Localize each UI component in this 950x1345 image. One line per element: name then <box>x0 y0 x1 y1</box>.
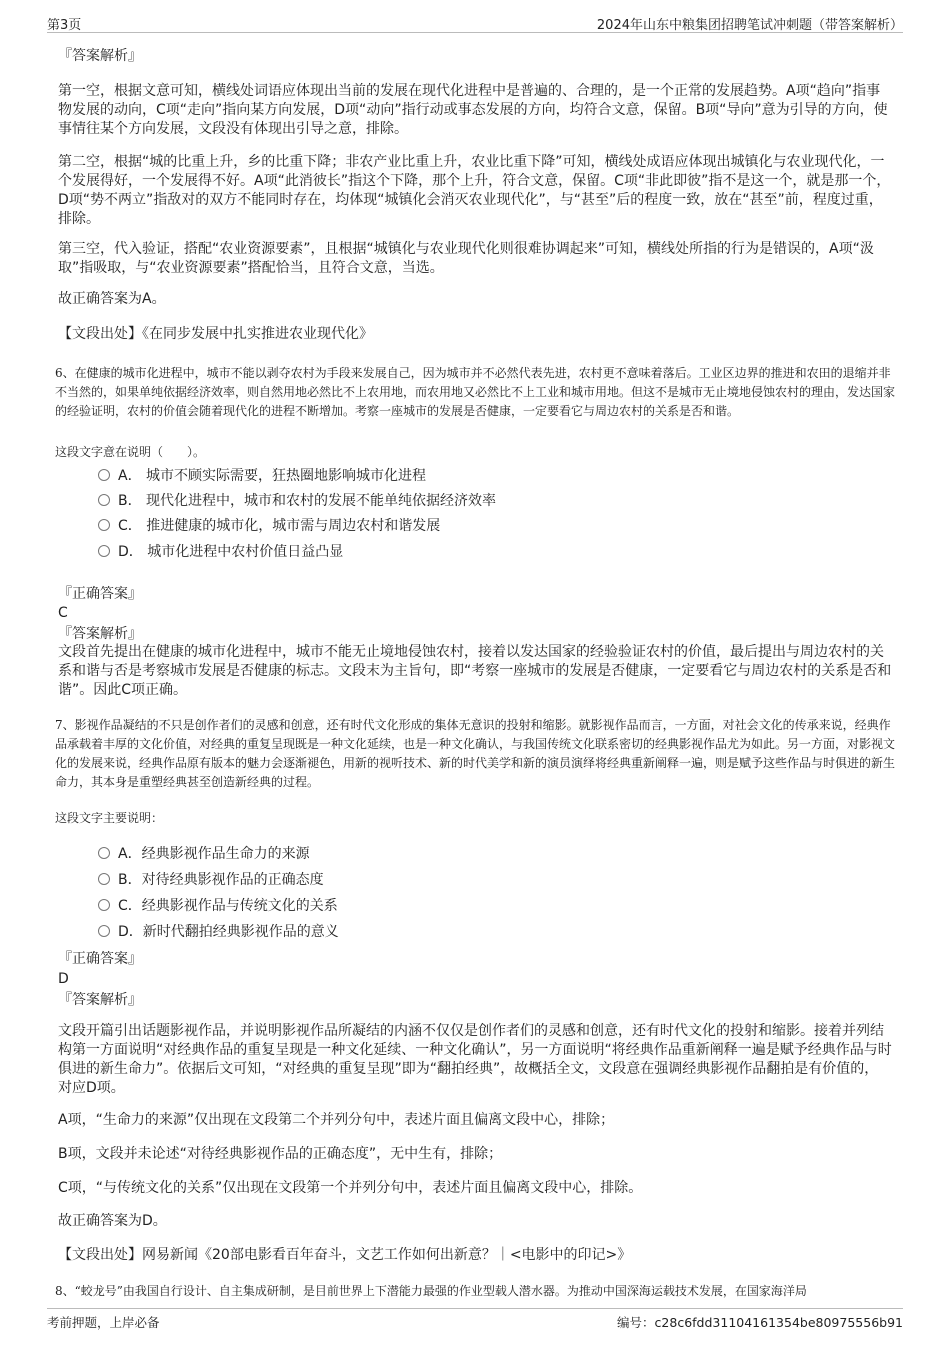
q5-analysis-para3: 第三空，代入验证，搭配“农业资源要素”，且根据“城镇化与农业现代化则很难协调起来”可知，横线处所指的行为是错误的，A项“汲取”指吸取，与“农业资源要素”搭配恰当，且符合文意，当选。 <box>58 241 874 276</box>
q7-prompt: 这段文字主要说明： <box>55 811 164 825</box>
q7-analysis: 文段开篇引出话题影视作品，并说明影视作品所凝结的内涵不仅仅是创作者们的灵感和创意，还有时代文化的投射和缩影。接着并列结构第一方面说明“对经典作品的重复呈现是一种文化延续、一种文化确认”，另一方面说明“将经典作品重新阐释一遍是赋予经典作品与时俱进的新生命力”。依据后文可知，“对经典的重复呈现”即为“翻拍经典”，故概括全文，文段意在强调经典影视作品翻拍是有价值的，对应D项。 <box>58 1023 892 1096</box>
q5-analysis-para1: 第一空，根据文意可知，横线处词语应体现出当前的发展在现代化进程中是普遍的、合理的，是一个正常的发展趋势。A项“趋向”指事物发展的动向，C项“走向”指向某方向发展，D项“动向”指行动或事态发展的方向，均符合文意，保留。B项“导向”意为引导的方向，使事情往某个方向发展，文段没有体现出引导之意，排除。 <box>58 83 888 137</box>
radio-icon[interactable] <box>98 873 110 885</box>
q6-option-c[interactable]: C． 推进健康的城市化，城市需与周边农村和谐发展 <box>98 517 440 536</box>
q7-note-a: A项，“生命力的来源”仅出现在文段第二个并列分句中，表述片面且偏离文段中心，排除； <box>58 1112 615 1128</box>
q7-option-d[interactable]: D．新时代翻拍经典影视作品的意义 <box>98 923 339 942</box>
q7-answer-label: 『正确答案』 <box>58 951 142 967</box>
q5-analysis-label: 『答案解析』 <box>58 48 142 64</box>
page-header <box>47 14 903 33</box>
q7-conclusion: 故正确答案为D。 <box>58 1213 167 1229</box>
q8-stem: 8、“蛟龙号”由我国自行设计、自主集成研制，是目前世界上下潜能力最强的作业型载人潜水器。为推动中国深海运载技术发展，在国家海洋局 <box>55 1284 807 1298</box>
q7-option-a[interactable]: A．经典影视作品生命力的来源 <box>98 845 310 864</box>
q6-option-d[interactable]: D． 城市化进程中农村价值日益凸显 <box>98 543 343 562</box>
q7-source: 【文段出处】网易新闻《20部电影看百年奋斗，文艺工作如何出新意？｜<电影中的印记>》 <box>58 1247 632 1263</box>
q6-option-a[interactable]: A． 城市不顾实际需要，狂热圈地影响城市化进程 <box>98 467 426 486</box>
radio-icon[interactable] <box>98 847 110 859</box>
document-id: 编号：c28c6fdd31104161354be80975556b91 <box>617 1315 903 1330</box>
q6-analysis-label: 『答案解析』 <box>58 626 142 642</box>
q7-answer: D <box>58 971 69 987</box>
q6-option-b[interactable]: B． 现代化进程中，城市和农村的发展不能单纯依据经济效率 <box>98 492 496 511</box>
page-number: 第3页 <box>47 18 82 33</box>
q6-answer-label: 『正确答案』 <box>58 586 142 602</box>
footer-slogan: 考前押题，上岸必备 <box>47 1315 160 1330</box>
q7-analysis-label: 『答案解析』 <box>58 992 142 1008</box>
radio-icon[interactable] <box>98 494 110 506</box>
document-title: 2024年山东中粮集团招聘笔试冲刺题（带答案解析） <box>596 18 903 33</box>
q6-prompt: 这段文字意在说明（ ）。 <box>55 445 206 459</box>
q7-stem: 7、影视作品凝结的不只是创作者们的灵感和创意，还有时代文化形成的集体无意识的投射和缩影。就影视作品而言，一方面，对社会文化的传承来说，经典作品承载着丰厚的文化价值，对经典的重复呈现既是一种文化延续，也是一种文化确认，与我国传统文化联系密切的经典影视作品尤为如此。另一方面，对影视文化的发展来说，经典作品原有版本的魅力会逐渐褪色，用新的视听技术、新的时代美学和新的演员演绎将经典重新阐释一遍，则是赋予这些作品与时俱进的新生命力，其本身是重塑经典甚至创造新经典的过程。 <box>55 718 896 789</box>
q5-analysis-para2: 第二空，根据“城的比重上升，乡的比重下降；非农产业比重上升，农业比重下降”可知，横线处成语应体现出城镇化与农业现代化，一个发展得好，一个发展得不好。A项“此消彼长”指这个下降，那个上升，符合文意，保留。C项“非此即彼”指不是这一个，就是那一个，D项“势不两立”指敌对的双方不能同时存在，均体现“城镇化会消灭农业现代化”，与“甚至”后的程度一致，放在“甚至”前，程度过重，排除。 <box>58 154 891 227</box>
q6-answer: C <box>58 605 68 621</box>
q6-stem: 6、在健康的城市化进程中，城市不能以剥夺农村为手段来发展自己，因为城市并不必然代表先进，农村更不意味着落后。工业区边界的推进和农田的退缩并非不当然的，如果单纯依据经济效率，则自然用地必然比不上农用地，而农用地又必然比不上工业和城市用地。但这不是城市无止境地侵蚀农村的理由，发达国家的经验证明，农村的价值会随着现代化的进程不断增加。考察一座城市的发展是否健康，一定要看它与周边农村的关系是否和谐。 <box>55 366 896 418</box>
q7-note-c: C项，“与传统文化的关系”仅出现在文段第一个并列分句中，表述片面且偏离文段中心，排除。 <box>58 1180 643 1196</box>
q5-conclusion: 故正确答案为A。 <box>58 291 166 307</box>
q7-note-b: B项，文段并未论述“对待经典影视作品的正确态度”，无中生有，排除； <box>58 1146 503 1162</box>
radio-icon[interactable] <box>98 899 110 911</box>
radio-icon[interactable] <box>98 519 110 531</box>
q7-option-c[interactable]: C．经典影视作品与传统文化的关系 <box>98 897 338 916</box>
radio-icon[interactable] <box>98 545 110 557</box>
q6-analysis: 文段首先提出在健康的城市化进程中，城市不能无止境地侵蚀农村，接着以发达国家的经验验证农村的价值，最后提出与周边农村的关系和谐与否是考察城市发展是否健康的标志。文段末为主旨句，即“考察一座城市的发展是否健康，一定要看它与周边农村的关系是否和谐”。因此C项正确。 <box>58 644 892 698</box>
q5-source: 【文段出处】《在同步发展中扎实推进农业现代化》 <box>58 326 373 342</box>
radio-icon[interactable] <box>98 925 110 937</box>
q7-option-b[interactable]: B．对待经典影视作品的正确态度 <box>98 871 324 890</box>
radio-icon[interactable] <box>98 469 110 481</box>
page-footer <box>47 1308 903 1331</box>
